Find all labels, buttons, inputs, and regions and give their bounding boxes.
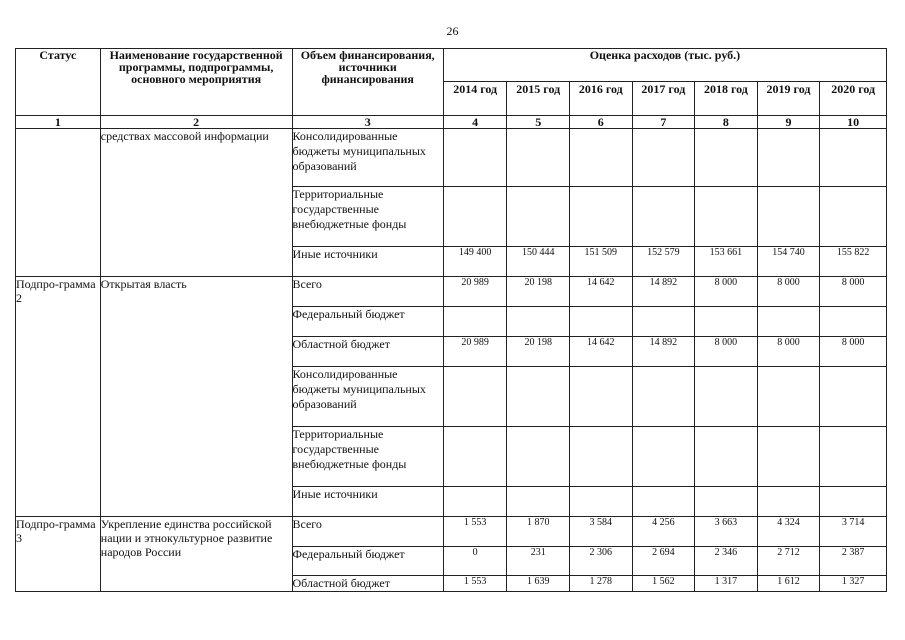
funding-source: Иные источники bbox=[292, 247, 443, 277]
value-cell: 20 989 bbox=[443, 277, 507, 307]
value-cell: 231 bbox=[507, 547, 570, 576]
value-cell bbox=[757, 187, 820, 247]
value-cell: 14 642 bbox=[570, 277, 633, 307]
value-cell bbox=[820, 367, 887, 427]
value-cell bbox=[632, 367, 695, 427]
program-name: средствах массовой информации bbox=[100, 129, 292, 277]
value-cell bbox=[443, 307, 507, 337]
value-cell: 150 444 bbox=[507, 247, 570, 277]
value-cell bbox=[570, 307, 633, 337]
column-number: 6 bbox=[570, 116, 633, 129]
value-cell bbox=[820, 187, 887, 247]
value-cell bbox=[443, 367, 507, 427]
value-cell: 2 694 bbox=[632, 547, 695, 576]
value-cell bbox=[757, 427, 820, 487]
value-cell bbox=[507, 129, 570, 187]
value-cell: 2 387 bbox=[820, 547, 887, 576]
column-number: 5 bbox=[507, 116, 570, 129]
value-cell: 0 bbox=[443, 547, 507, 576]
value-cell: 8 000 bbox=[695, 277, 758, 307]
page-number: 26 bbox=[446, 24, 459, 38]
value-cell bbox=[443, 487, 507, 517]
header-year: 2015 год bbox=[507, 82, 570, 116]
value-cell bbox=[570, 129, 633, 187]
status-cell: Подпро-грамма 2 bbox=[16, 277, 101, 517]
value-cell bbox=[757, 367, 820, 427]
budget-table bbox=[15, 48, 887, 592]
value-cell bbox=[695, 187, 758, 247]
status-cell bbox=[16, 129, 101, 277]
value-cell: 155 822 bbox=[820, 247, 887, 277]
header-estimate: Оценка расходов (тыс. руб.) bbox=[443, 49, 886, 82]
value-cell: 1 278 bbox=[570, 576, 633, 592]
value-cell: 14 892 bbox=[632, 337, 695, 367]
value-cell: 8 000 bbox=[757, 337, 820, 367]
funding-source: Консолидированные бюджеты муниципальных образований bbox=[292, 367, 443, 427]
value-cell: 20 198 bbox=[507, 337, 570, 367]
funding-source: Всего bbox=[292, 517, 443, 547]
value-cell: 4 324 bbox=[757, 517, 820, 547]
column-number: 2 bbox=[100, 116, 292, 129]
program-name: Открытая власть bbox=[100, 277, 292, 517]
value-cell: 1 562 bbox=[632, 576, 695, 592]
value-cell: 14 642 bbox=[570, 337, 633, 367]
value-cell: 154 740 bbox=[757, 247, 820, 277]
value-cell: 151 509 bbox=[570, 247, 633, 277]
value-cell bbox=[632, 487, 695, 517]
value-cell bbox=[695, 129, 758, 187]
header-name: Наименование государственной программы, подпрограммы, основного мероприятия bbox=[100, 49, 292, 116]
value-cell bbox=[443, 129, 507, 187]
funding-source: Территориальные государственные внебюджетные фонды bbox=[292, 427, 443, 487]
funding-source: Территориальные государственные внебюджетные фонды bbox=[292, 187, 443, 247]
header-year: 2018 год bbox=[695, 82, 758, 116]
header-year: 2016 год bbox=[570, 82, 633, 116]
value-cell bbox=[507, 427, 570, 487]
value-cell bbox=[695, 487, 758, 517]
value-cell bbox=[507, 187, 570, 247]
column-number: 9 bbox=[757, 116, 820, 129]
value-cell: 2 712 bbox=[757, 547, 820, 576]
value-cell bbox=[632, 307, 695, 337]
value-cell: 20 989 bbox=[443, 337, 507, 367]
value-cell bbox=[632, 129, 695, 187]
column-number: 8 bbox=[695, 116, 758, 129]
value-cell bbox=[695, 367, 758, 427]
value-cell: 3 714 bbox=[820, 517, 887, 547]
funding-source: Федеральный бюджет bbox=[292, 307, 443, 337]
funding-source: Областной бюджет bbox=[292, 576, 443, 592]
value-cell: 8 000 bbox=[695, 337, 758, 367]
header-status: Статус bbox=[16, 49, 101, 116]
column-number: 4 bbox=[443, 116, 507, 129]
funding-source: Федеральный бюджет bbox=[292, 547, 443, 576]
header-volume: Объем финансирования, источники финансирования bbox=[292, 49, 443, 116]
header-year: 2020 год bbox=[820, 82, 887, 116]
value-cell: 3 584 bbox=[570, 517, 633, 547]
value-cell bbox=[757, 129, 820, 187]
value-cell: 14 892 bbox=[632, 277, 695, 307]
value-cell bbox=[632, 427, 695, 487]
funding-source: Иные источники bbox=[292, 487, 443, 517]
value-cell bbox=[820, 487, 887, 517]
value-cell bbox=[820, 307, 887, 337]
funding-source: Консолидированные бюджеты муниципальных образований bbox=[292, 129, 443, 187]
value-cell: 1 870 bbox=[507, 517, 570, 547]
funding-source: Областной бюджет bbox=[292, 337, 443, 367]
value-cell bbox=[443, 187, 507, 247]
value-cell: 8 000 bbox=[820, 337, 887, 367]
value-cell: 8 000 bbox=[757, 277, 820, 307]
value-cell: 152 579 bbox=[632, 247, 695, 277]
value-cell: 4 256 bbox=[632, 517, 695, 547]
column-number: 7 bbox=[632, 116, 695, 129]
value-cell bbox=[507, 367, 570, 427]
value-cell bbox=[443, 427, 507, 487]
column-number: 3 bbox=[292, 116, 443, 129]
value-cell bbox=[507, 487, 570, 517]
value-cell: 20 198 bbox=[507, 277, 570, 307]
value-cell bbox=[570, 367, 633, 427]
value-cell: 1 327 bbox=[820, 576, 887, 592]
value-cell bbox=[820, 129, 887, 187]
value-cell: 8 000 bbox=[820, 277, 887, 307]
value-cell bbox=[695, 307, 758, 337]
value-cell: 1 553 bbox=[443, 576, 507, 592]
program-name: Укрепление единства российской нации и этнокультурное развитие народов России bbox=[100, 517, 292, 592]
value-cell bbox=[570, 187, 633, 247]
value-cell: 1 639 bbox=[507, 576, 570, 592]
value-cell: 2 346 bbox=[695, 547, 758, 576]
header-year: 2019 год bbox=[757, 82, 820, 116]
funding-source: Всего bbox=[292, 277, 443, 307]
value-cell bbox=[570, 487, 633, 517]
value-cell: 2 306 bbox=[570, 547, 633, 576]
value-cell bbox=[632, 187, 695, 247]
value-cell bbox=[757, 487, 820, 517]
value-cell: 3 663 bbox=[695, 517, 758, 547]
value-cell: 149 400 bbox=[443, 247, 507, 277]
header-year: 2017 год bbox=[632, 82, 695, 116]
value-cell bbox=[570, 427, 633, 487]
value-cell bbox=[757, 307, 820, 337]
column-number: 1 bbox=[16, 116, 101, 129]
status-cell: Подпро-грамма 3 bbox=[16, 517, 101, 592]
value-cell: 153 661 bbox=[695, 247, 758, 277]
value-cell bbox=[695, 427, 758, 487]
value-cell bbox=[820, 427, 887, 487]
column-number: 10 bbox=[820, 116, 887, 129]
header-year: 2014 год bbox=[443, 82, 507, 116]
value-cell: 1 553 bbox=[443, 517, 507, 547]
value-cell bbox=[507, 307, 570, 337]
value-cell: 1 612 bbox=[757, 576, 820, 592]
value-cell: 1 317 bbox=[695, 576, 758, 592]
